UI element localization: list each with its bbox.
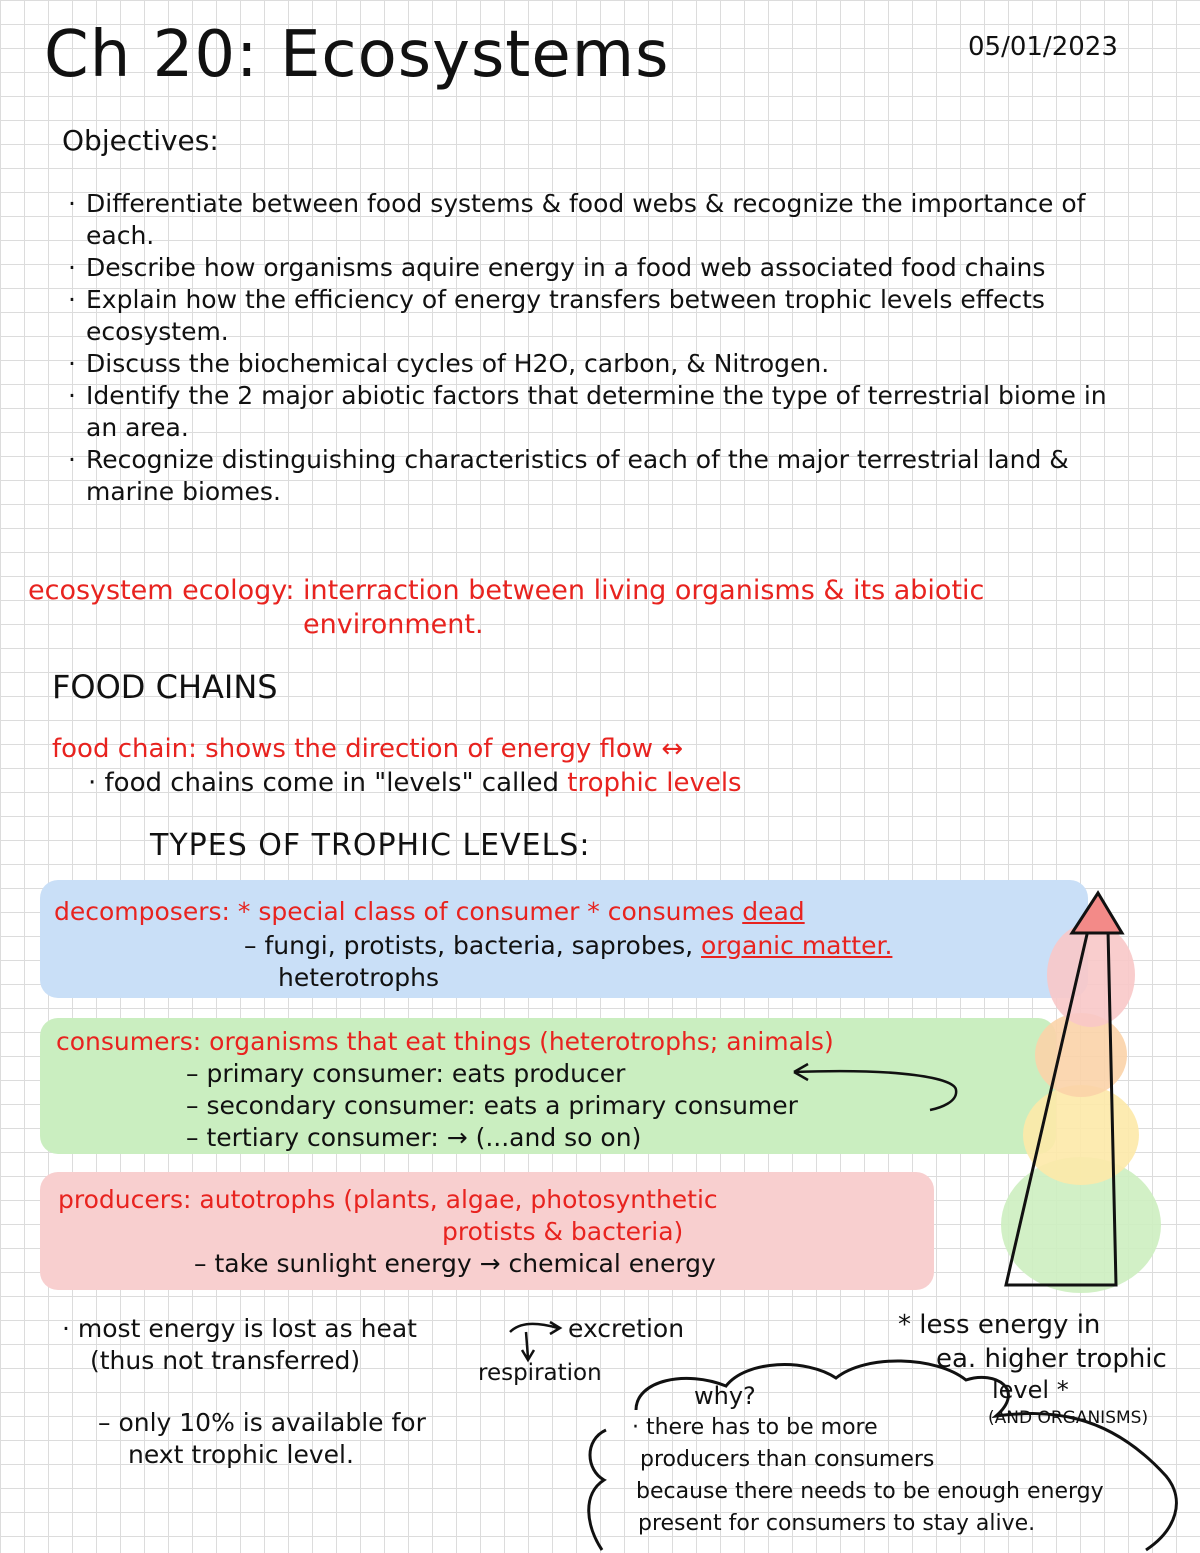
trophic-note-text: · food chains come in "levels" called bbox=[88, 768, 559, 798]
excretion-label: excretion bbox=[568, 1314, 685, 1343]
consumers-term: consumers: bbox=[56, 1027, 202, 1056]
objective-item: · Discuss the biochemical cycles of H2O, carbon, & Nitrogen. bbox=[60, 348, 1140, 380]
producers-term: producers: bbox=[58, 1185, 192, 1214]
curved-arrow-icon bbox=[780, 1060, 970, 1120]
objectives-heading: Objectives: bbox=[62, 124, 219, 157]
decomposers-examples: – fungi, protists, bacteria, saprobes, bbox=[244, 931, 694, 960]
less-energy-line-2: ea. higher trophic bbox=[936, 1344, 1167, 1374]
cloud-line-3: because there needs to be enough energy bbox=[636, 1479, 1104, 1504]
double-arrow-icon: ↔ bbox=[661, 734, 684, 764]
food-chain-def-text: shows the direction of energy flow bbox=[205, 734, 654, 764]
producers-desc: autotrophs (plants, algae, photosynthetic bbox=[199, 1185, 718, 1214]
objectives-list bbox=[60, 188, 1140, 508]
respiration-label: respiration bbox=[478, 1360, 602, 1386]
decomposers-line bbox=[54, 896, 805, 928]
split-arrow-icon bbox=[506, 1318, 566, 1364]
producers-line bbox=[58, 1184, 718, 1216]
producers-desc-continued: protists & bacteria) bbox=[442, 1217, 684, 1246]
cloud-why: why? bbox=[694, 1382, 756, 1410]
consumers-desc: organisms that eat things (heterotrophs; animals) bbox=[209, 1027, 834, 1056]
consumers-line bbox=[56, 1026, 834, 1058]
decomposers-organic-matter: organic matter. bbox=[701, 931, 893, 960]
cloud-line-4: present for consumers to stay alive. bbox=[638, 1511, 1036, 1536]
decomposers-desc: * special class of consumer * consumes bbox=[237, 897, 735, 926]
energy-heat-line: · most energy is lost as heat bbox=[62, 1314, 417, 1343]
less-energy-line-3: level * bbox=[992, 1376, 1069, 1404]
ten-percent-line: – only 10% is available for bbox=[98, 1408, 426, 1437]
ecology-term: ecosystem ecology: bbox=[28, 575, 295, 606]
food-chain-definition bbox=[52, 734, 683, 764]
less-energy-line-4: (AND ORGANISMS) bbox=[988, 1408, 1149, 1428]
objective-item: · Differentiate between food systems & food webs & recognize the importance of each. bbox=[60, 188, 1140, 252]
objective-item: · Describe how organisms aquire energy in a food web associated food chains bbox=[60, 252, 1140, 284]
ecology-definition: interraction between living organisms & its abiotic environment. bbox=[303, 575, 985, 640]
producers-energy: – take sunlight energy → chemical energy bbox=[194, 1249, 716, 1278]
page-title: Ch 20: Ecosystems bbox=[44, 18, 670, 92]
food-chain-term: food chain: bbox=[52, 734, 197, 764]
decomposers-term: decomposers: bbox=[54, 897, 230, 926]
objective-item: · Identify the 2 major abiotic factors that determine the type of terrestrial biome in an area. bbox=[60, 380, 1140, 444]
trophic-levels-term: trophic levels bbox=[567, 768, 742, 798]
primary-consumer: – primary consumer: eats producer bbox=[186, 1059, 626, 1088]
decomposers-heterotrophs: heterotrophs bbox=[278, 963, 439, 992]
cloud-line-2: producers than consumers bbox=[640, 1447, 935, 1472]
decomposers-dead: dead bbox=[742, 897, 805, 926]
energy-not-transferred: (thus not transferred) bbox=[90, 1346, 361, 1375]
ten-percent-line-2: next trophic level. bbox=[128, 1440, 354, 1469]
less-energy-line-1: * less energy in bbox=[898, 1310, 1101, 1340]
secondary-consumer: – secondary consumer: eats a primary consumer bbox=[186, 1091, 798, 1120]
objective-item: · Explain how the efficiency of energy transfers between trophic levels effects ecosystem. bbox=[60, 284, 1140, 348]
cloud-line-1: · there has to be more bbox=[632, 1415, 878, 1440]
trophic-pyramid-arrow bbox=[996, 885, 1166, 1295]
decomposers-examples-line bbox=[244, 930, 892, 962]
tertiary-consumer: – tertiary consumer: → (...and so on) bbox=[186, 1123, 642, 1152]
food-chains-heading: FOOD CHAINS bbox=[52, 668, 278, 706]
objective-item: · Recognize distinguishing characteristics of each of the major terrestrial land & marine biomes. bbox=[60, 444, 1140, 508]
ecosystem-ecology-definition bbox=[28, 574, 1003, 642]
date-label: 05/01/2023 bbox=[968, 32, 1118, 62]
trophic-levels-note bbox=[88, 768, 742, 798]
types-heading: TYPES OF TROPHIC LEVELS: bbox=[150, 828, 591, 863]
